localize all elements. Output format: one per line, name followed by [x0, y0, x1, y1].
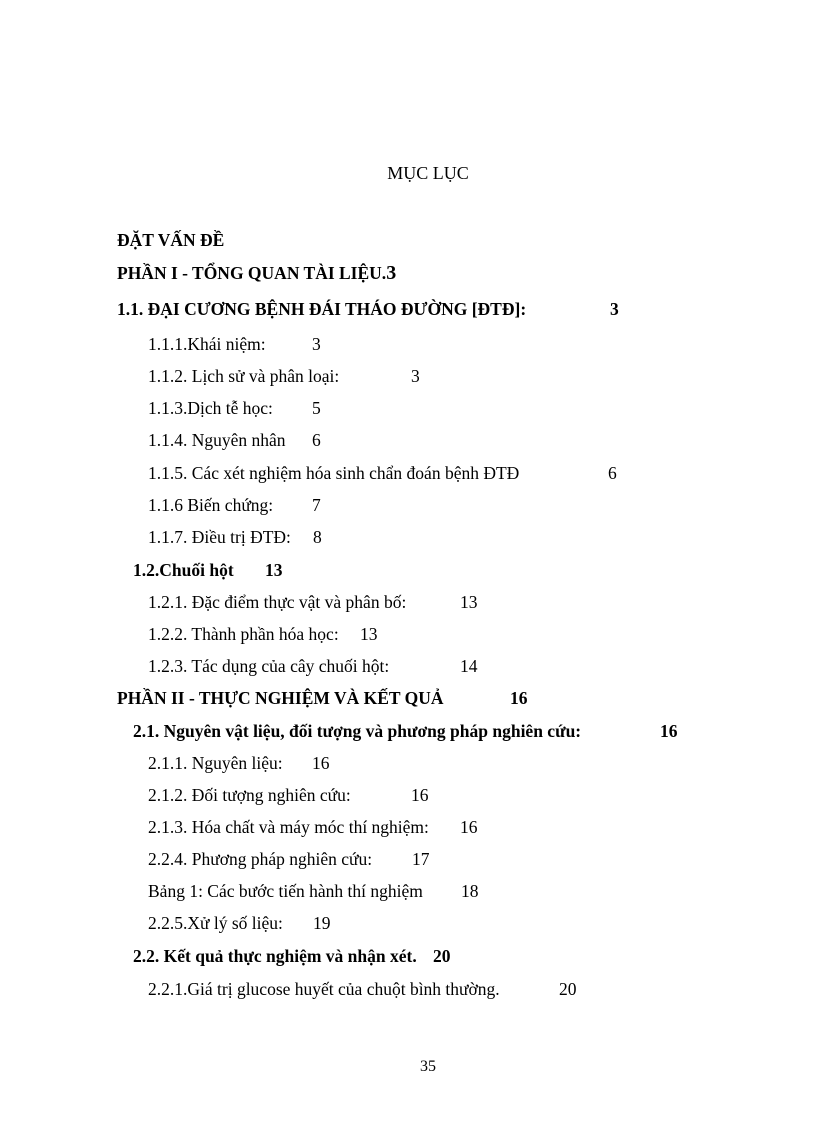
toc-entry-page: 13	[460, 592, 478, 612]
toc-entry-text: 1.2.2. Thành phần hóa học:	[148, 624, 339, 644]
toc-entry	[117, 298, 619, 320]
toc-entry	[133, 720, 678, 742]
toc-entry	[148, 655, 478, 677]
toc-entry	[148, 397, 321, 419]
toc-entry-text: 2.1.3. Hóa chất và máy móc thí nghiệm:	[148, 817, 429, 837]
toc-entry-page: 6	[608, 463, 617, 483]
toc-entry-text: 1.1.4. Nguyên nhân	[148, 430, 286, 450]
toc-entry-text: 1.1.7. Điều trị ĐTĐ:	[148, 527, 291, 547]
toc-entry-page: 16	[411, 785, 429, 805]
toc-entry-page: 6	[312, 430, 321, 450]
toc-entry-page: 13	[360, 624, 378, 644]
toc-entry-text: 1.2.Chuối hột	[133, 560, 234, 580]
toc-entry-text: 2.1. Nguyên vật liệu, đối tượng và phương pháp nghiên cứu:	[133, 721, 582, 741]
toc-entry-page: 16	[660, 721, 678, 741]
toc-entry-page: 8	[313, 527, 322, 547]
toc-entry-page: 16	[312, 753, 330, 773]
toc-entry-text: 1.1.3.Dịch tễ học:	[148, 398, 273, 418]
toc-entry	[148, 365, 420, 387]
toc-entry-text: 2.2. Kết quả thực nghiệm và nhận xét.	[133, 946, 417, 966]
toc-entry-text: 1.1.1.Khái niệm:	[148, 334, 266, 354]
toc-entry	[117, 229, 224, 251]
toc-entry-text: ĐẶT VẤN ĐỀ	[117, 230, 225, 250]
toc-entry-text: 1.1. ĐẠI CƯƠNG BỆNH ĐÁI THÁO ĐƯỜNG [ĐTĐ]:	[117, 299, 527, 319]
toc-entry-page: 13	[265, 560, 283, 580]
toc-entry-page: 16	[460, 817, 478, 837]
toc-entry-text: 2.2.5.Xử lý số liệu:	[148, 913, 283, 933]
toc-entry-page: 20	[433, 946, 451, 966]
toc-entry-page: 3	[386, 262, 397, 284]
toc-entry-text: PHẦN II - THỰC NGHIỆM VÀ KẾT QUẢ	[117, 688, 444, 708]
toc-entry	[148, 912, 331, 934]
toc-entry-page: 20	[559, 979, 577, 999]
toc-entry-page: 5	[312, 398, 321, 418]
toc-entry	[148, 494, 321, 516]
toc-entry-text: 1.2.1. Đặc điểm thực vật và phân bố:	[148, 592, 407, 612]
toc-entry-page: 3	[610, 299, 619, 319]
toc-entry	[148, 752, 330, 774]
toc-title: MỤC LỤC	[387, 163, 469, 183]
toc-entry-text: 2.2.1.Giá trị glucose huyết của chuột bình thường.	[148, 979, 500, 999]
toc-entry	[148, 526, 322, 548]
toc-entry-page: 17	[412, 849, 430, 869]
toc-entry	[148, 848, 430, 870]
toc-entry	[148, 978, 577, 1000]
toc-entry	[148, 880, 479, 902]
toc-entry-text: 1.1.6 Biến chứng:	[148, 495, 274, 515]
toc-entry-text: 2.1.2. Đối tượng nghiên cứu:	[148, 785, 351, 805]
toc-entry	[148, 816, 478, 838]
toc-entry-text: PHẦN I - TỔNG QUAN TÀI LIỆU.	[117, 263, 387, 283]
page-number: 35	[420, 1058, 436, 1075]
toc-entry	[148, 462, 617, 484]
toc-entry-text: Bảng 1: Các bước tiến hành thí nghiệm	[148, 881, 423, 901]
toc-entry	[148, 591, 478, 613]
toc-entry-page: 7	[312, 495, 321, 515]
toc-entry-page: 3	[312, 334, 321, 354]
toc-entry-page: 19	[313, 913, 331, 933]
toc-entry-page: 18	[461, 881, 479, 901]
toc-entry	[148, 784, 429, 806]
toc-entry-text: 1.1.5. Các xét nghiệm hóa sinh chẩn đoán bệnh ĐTĐ	[148, 463, 520, 483]
toc-entry-page: 3	[411, 366, 420, 386]
toc-entry	[117, 262, 396, 284]
toc-entry-text: 2.2.4. Phương pháp nghiên cứu:	[148, 849, 373, 869]
toc-entry	[148, 333, 321, 355]
toc-entry	[133, 559, 283, 581]
toc-entry-page: 14	[460, 656, 478, 676]
toc-entry-text: 1.1.2. Lịch sử và phân loại:	[148, 366, 340, 386]
toc-entry	[148, 429, 321, 451]
toc-entry	[133, 945, 451, 967]
toc-entry-text: 1.2.3. Tác dụng của cây chuối hột:	[148, 656, 390, 676]
toc-entry-text: 2.1.1. Nguyên liệu:	[148, 753, 283, 773]
toc-entry	[148, 623, 378, 645]
toc-entry	[117, 687, 528, 709]
toc-entry-page: 16	[510, 688, 528, 708]
